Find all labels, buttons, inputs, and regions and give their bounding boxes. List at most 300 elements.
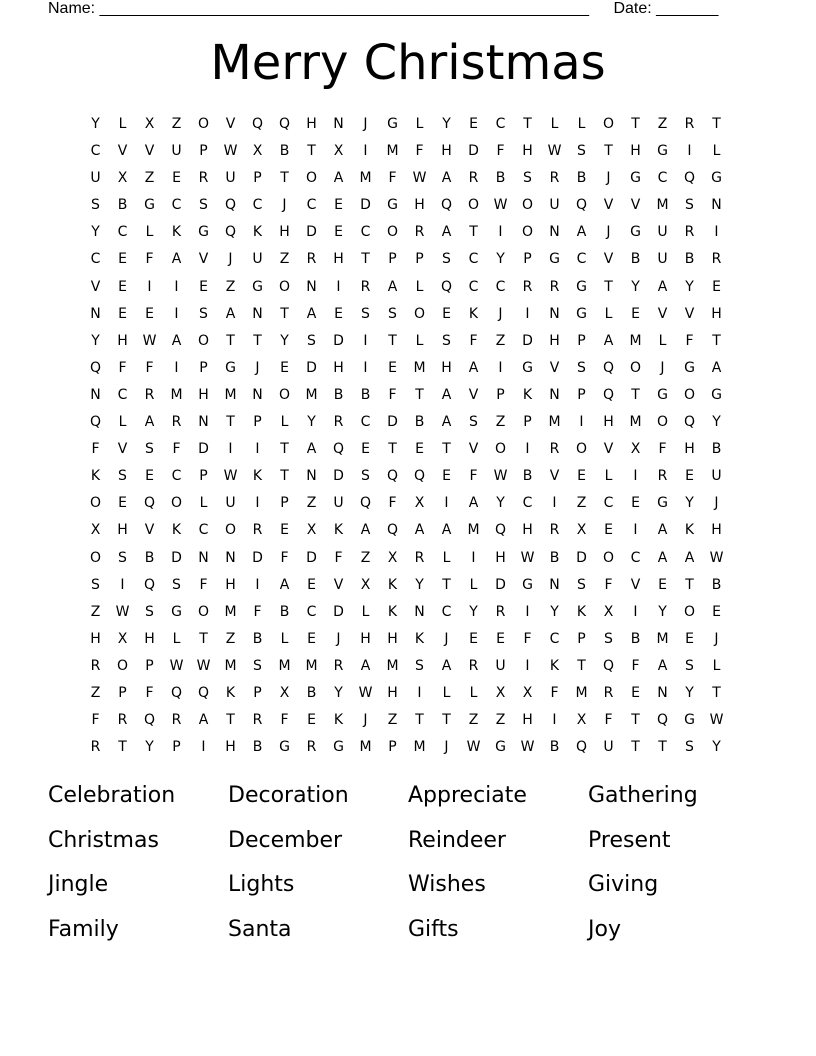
grid-letter: K bbox=[333, 522, 344, 539]
grid-letter: M bbox=[629, 414, 642, 431]
grid-letter: Y bbox=[91, 116, 100, 132]
grid-letter: A bbox=[198, 712, 209, 729]
grid-letter: D bbox=[306, 359, 317, 376]
grid-letter: Q bbox=[683, 414, 696, 431]
word-list-item: Reindeer bbox=[408, 827, 506, 853]
grid-letter: F bbox=[496, 143, 505, 160]
grid-letter: S bbox=[361, 305, 370, 322]
grid-letter: F bbox=[388, 495, 397, 512]
grid-letter: L bbox=[280, 414, 289, 431]
grid-letter: S bbox=[172, 576, 181, 593]
grid-letter: F bbox=[604, 576, 613, 593]
grid-letter: C bbox=[657, 170, 668, 187]
grid-letter: A bbox=[171, 332, 182, 349]
grid-letter: K bbox=[684, 522, 695, 539]
grid-letter: I bbox=[201, 739, 206, 756]
grid-letter: Y bbox=[712, 414, 721, 431]
grid-letter: H bbox=[441, 359, 452, 376]
grid-letter: B bbox=[549, 549, 560, 566]
grid-letter: T bbox=[631, 116, 640, 132]
grid-letter: R bbox=[414, 549, 425, 566]
grid-letter: H bbox=[522, 712, 533, 729]
grid-letter: S bbox=[685, 197, 694, 214]
word-list-item: Gifts bbox=[408, 916, 459, 942]
grid-letter: Q bbox=[386, 468, 399, 485]
grid-letter: M bbox=[575, 684, 588, 701]
grid-letter: S bbox=[91, 197, 100, 214]
grid-letter: B bbox=[306, 684, 317, 701]
grid-letter: J bbox=[282, 197, 287, 214]
grid-letter: W bbox=[520, 739, 535, 756]
grid-letter: U bbox=[225, 495, 236, 512]
grid-letter: M bbox=[629, 332, 642, 349]
grid-letter: L bbox=[550, 116, 559, 132]
word-list-item: Christmas bbox=[48, 827, 159, 853]
grid-letter: V bbox=[468, 386, 479, 403]
grid-letter: Y bbox=[685, 495, 694, 512]
grid-letter: M bbox=[278, 657, 291, 674]
grid-letter: T bbox=[307, 143, 316, 160]
grid-letter: Q bbox=[602, 657, 615, 674]
grid-letter: X bbox=[90, 522, 101, 539]
grid-letter: W bbox=[358, 684, 373, 701]
word-list-item: Decoration bbox=[228, 783, 349, 808]
grid-letter: E bbox=[604, 522, 613, 539]
grid-letter: K bbox=[387, 576, 398, 593]
grid-letter: A bbox=[657, 522, 668, 539]
grid-letter: K bbox=[252, 468, 263, 485]
grid-letter: S bbox=[307, 332, 316, 349]
grid-letter: X bbox=[333, 143, 344, 160]
grid-letter: G bbox=[630, 170, 641, 187]
grid-letter: I bbox=[552, 712, 557, 729]
grid-letter: F bbox=[631, 657, 640, 674]
grid-letter: D bbox=[198, 441, 209, 458]
grid-letter: H bbox=[414, 197, 425, 214]
grid-letter: B bbox=[360, 386, 371, 403]
grid-letter: Y bbox=[550, 603, 559, 620]
grid-letter: X bbox=[360, 576, 371, 593]
grid-letter: R bbox=[468, 657, 479, 674]
name-field-label: Name: _______________________________________________________ bbox=[48, 0, 589, 17]
grid-letter: P bbox=[577, 630, 586, 647]
grid-letter: W bbox=[709, 712, 724, 729]
grid-letter: D bbox=[360, 197, 371, 214]
grid-letter: R bbox=[711, 251, 722, 268]
grid-letter: R bbox=[306, 739, 317, 756]
grid-letter: W bbox=[493, 468, 508, 485]
grid-letter: I bbox=[336, 278, 341, 295]
grid-letter: I bbox=[633, 468, 638, 485]
grid-letter: K bbox=[522, 386, 533, 403]
grid-letter: Q bbox=[413, 468, 426, 485]
grid-letter: I bbox=[498, 359, 503, 376]
grid-letter: G bbox=[657, 495, 668, 512]
grid-letter: U bbox=[171, 143, 182, 160]
grid-letter: V bbox=[684, 305, 695, 322]
grid-letter: Y bbox=[496, 495, 505, 512]
grid-letter: B bbox=[252, 630, 263, 647]
grid-letter: P bbox=[253, 684, 262, 701]
grid-letter: V bbox=[630, 197, 641, 214]
grid-letter: E bbox=[118, 495, 127, 512]
grid-letter: S bbox=[442, 251, 451, 268]
grid-letter: Y bbox=[469, 603, 478, 620]
grid-letter: P bbox=[415, 251, 424, 268]
grid-letter: M bbox=[386, 657, 399, 674]
grid-letter: L bbox=[118, 414, 127, 431]
grid-letter: T bbox=[631, 712, 640, 729]
grid-letter: R bbox=[333, 414, 344, 431]
grid-letter: J bbox=[606, 170, 611, 187]
grid-letter: O bbox=[197, 332, 210, 349]
grid-letter: B bbox=[630, 251, 641, 268]
grid-letter: N bbox=[90, 386, 101, 403]
grid-letter: X bbox=[414, 495, 425, 512]
grid-letter: L bbox=[415, 332, 424, 349]
grid-letter: C bbox=[90, 143, 101, 160]
grid-letter: I bbox=[525, 603, 530, 620]
grid-letter: K bbox=[90, 468, 101, 485]
grid-letter: H bbox=[630, 143, 641, 160]
grid-letter: O bbox=[521, 224, 534, 241]
grid-letter: L bbox=[361, 603, 370, 620]
grid-letter: Q bbox=[656, 712, 669, 729]
grid-letter: O bbox=[305, 170, 318, 187]
grid-letter: C bbox=[306, 197, 317, 214]
grid-letter: Z bbox=[171, 116, 182, 132]
grid-letter: E bbox=[145, 305, 154, 322]
grid-letter: K bbox=[171, 522, 182, 539]
grid-letter: A bbox=[441, 657, 452, 674]
grid-letter: V bbox=[225, 116, 236, 132]
grid-letter: X bbox=[306, 522, 317, 539]
grid-letter: P bbox=[523, 414, 532, 431]
grid-letter: S bbox=[199, 305, 208, 322]
grid-letter: X bbox=[576, 522, 587, 539]
grid-letter: R bbox=[549, 170, 560, 187]
grid-letter: N bbox=[198, 549, 209, 566]
grid-letter: T bbox=[604, 143, 613, 160]
grid-letter: Z bbox=[225, 630, 236, 647]
grid-letter: H bbox=[549, 332, 560, 349]
grid-letter: V bbox=[198, 251, 209, 268]
grid-letter: T bbox=[388, 441, 397, 458]
grid-letter: O bbox=[89, 549, 102, 566]
grid-letter: Q bbox=[575, 197, 588, 214]
grid-letter: C bbox=[468, 251, 479, 268]
grid-letter: P bbox=[199, 143, 208, 160]
word-list-item: Santa bbox=[228, 916, 292, 942]
grid-letter: X bbox=[117, 630, 128, 647]
grid-letter: T bbox=[658, 739, 667, 756]
grid-letter: K bbox=[171, 224, 182, 241]
grid-letter: N bbox=[252, 386, 263, 403]
grid-letter: B bbox=[711, 576, 722, 593]
grid-letter: A bbox=[441, 386, 452, 403]
grid-letter: N bbox=[198, 414, 209, 431]
grid-letter: H bbox=[117, 332, 128, 349]
grid-letter: P bbox=[172, 739, 181, 756]
grid-letter: F bbox=[388, 386, 397, 403]
grid-letter: R bbox=[549, 522, 560, 539]
grid-letter: S bbox=[199, 197, 208, 214]
grid-letter: G bbox=[684, 712, 695, 729]
grid-letter: S bbox=[577, 143, 586, 160]
grid-letter: Y bbox=[685, 684, 694, 701]
grid-letter: F bbox=[550, 684, 559, 701]
grid-letter: C bbox=[171, 197, 182, 214]
grid-letter: H bbox=[225, 576, 236, 593]
grid-letter: A bbox=[306, 441, 317, 458]
grid-letter: X bbox=[603, 603, 614, 620]
grid-letter: Q bbox=[278, 116, 291, 132]
grid-letter: Q bbox=[89, 414, 102, 431]
grid-letter: X bbox=[630, 441, 641, 458]
grid-letter: D bbox=[333, 332, 344, 349]
grid-letter: R bbox=[171, 712, 182, 729]
grid-letter: N bbox=[549, 305, 560, 322]
grid-letter: F bbox=[253, 603, 262, 620]
grid-letter: A bbox=[144, 414, 155, 431]
grid-letter: E bbox=[631, 684, 640, 701]
grid-letter: D bbox=[333, 468, 344, 485]
grid-letter: T bbox=[685, 576, 694, 593]
grid-letter: E bbox=[442, 305, 451, 322]
grid-letter: L bbox=[415, 278, 424, 295]
grid-letter: A bbox=[468, 495, 479, 512]
grid-letter: T bbox=[280, 170, 289, 187]
grid-letter: H bbox=[306, 116, 317, 132]
grid-letter: Q bbox=[683, 170, 696, 187]
grid-letter: X bbox=[117, 170, 128, 187]
grid-letter: C bbox=[522, 495, 533, 512]
grid-letter: O bbox=[197, 116, 210, 132]
grid-letter: E bbox=[658, 576, 667, 593]
grid-letter: H bbox=[711, 522, 722, 539]
grid-letter: P bbox=[145, 657, 154, 674]
grid-letter: F bbox=[172, 441, 181, 458]
grid-letter: T bbox=[388, 332, 397, 349]
grid-letter: T bbox=[118, 739, 127, 756]
grid-letter: V bbox=[117, 441, 128, 458]
grid-letter: H bbox=[441, 143, 452, 160]
grid-letter: M bbox=[305, 386, 318, 403]
grid-letter: Z bbox=[306, 495, 317, 512]
grid-letter: R bbox=[333, 657, 344, 674]
grid-letter: C bbox=[198, 522, 209, 539]
word-list-item: Gathering bbox=[588, 783, 698, 808]
grid-letter: H bbox=[603, 414, 614, 431]
grid-letter: E bbox=[307, 712, 316, 729]
grid-letter: T bbox=[226, 712, 235, 729]
grid-letter: L bbox=[469, 684, 478, 701]
grid-letter: M bbox=[656, 630, 669, 647]
grid-letter: W bbox=[115, 603, 130, 620]
grid-letter: O bbox=[521, 197, 534, 214]
grid-letter: T bbox=[442, 712, 451, 729]
grid-letter: H bbox=[360, 630, 371, 647]
grid-letter: R bbox=[171, 414, 182, 431]
grid-letter: G bbox=[711, 386, 722, 403]
grid-letter: I bbox=[228, 441, 233, 458]
grid-letter: C bbox=[549, 630, 560, 647]
grid-letter: N bbox=[657, 684, 668, 701]
grid-letter: I bbox=[174, 359, 179, 376]
grid-letter: Z bbox=[495, 414, 506, 431]
grid-letter: A bbox=[306, 305, 317, 322]
grid-letter: N bbox=[306, 278, 317, 295]
grid-letter: P bbox=[280, 495, 289, 512]
grid-letter: H bbox=[684, 441, 695, 458]
grid-letter: E bbox=[118, 305, 127, 322]
grid-letter: Q bbox=[602, 359, 615, 376]
grid-letter: C bbox=[576, 251, 587, 268]
grid-letter: C bbox=[603, 495, 614, 512]
grid-letter: G bbox=[495, 739, 506, 756]
grid-letter: V bbox=[468, 441, 479, 458]
grid-letter: A bbox=[603, 332, 614, 349]
grid-letter: Q bbox=[332, 441, 345, 458]
grid-letter: Q bbox=[197, 684, 210, 701]
grid-letter: R bbox=[198, 170, 209, 187]
grid-letter: F bbox=[145, 251, 154, 268]
grid-letter: T bbox=[199, 630, 208, 647]
grid-letter: Y bbox=[307, 414, 316, 431]
grid-letter: R bbox=[90, 739, 101, 756]
grid-letter: F bbox=[469, 468, 478, 485]
grid-letter: C bbox=[171, 468, 182, 485]
grid-letter: Z bbox=[279, 251, 290, 268]
grid-letter: I bbox=[255, 576, 260, 593]
grid-letter: G bbox=[522, 576, 533, 593]
grid-letter: M bbox=[305, 657, 318, 674]
grid-letter: B bbox=[252, 739, 263, 756]
grid-letter: R bbox=[684, 116, 695, 132]
grid-letter: H bbox=[225, 739, 236, 756]
grid-letter: W bbox=[709, 549, 724, 566]
grid-letter: T bbox=[712, 684, 721, 701]
grid-letter: P bbox=[118, 684, 127, 701]
grid-letter: I bbox=[147, 278, 152, 295]
grid-letter: B bbox=[711, 441, 722, 458]
grid-letter: Z bbox=[225, 278, 236, 295]
grid-letter: T bbox=[415, 386, 424, 403]
grid-letter: A bbox=[657, 549, 668, 566]
word-list-item: Present bbox=[588, 827, 671, 853]
grid-letter: Z bbox=[90, 603, 101, 620]
grid-letter: T bbox=[280, 305, 289, 322]
grid-letter: S bbox=[685, 657, 694, 674]
grid-letter: X bbox=[387, 549, 398, 566]
grid-letter: Z bbox=[387, 712, 398, 729]
grid-letter: C bbox=[360, 414, 371, 431]
grid-letter: S bbox=[361, 468, 370, 485]
grid-letter: Z bbox=[495, 332, 506, 349]
grid-letter: G bbox=[657, 143, 668, 160]
grid-letter: E bbox=[469, 116, 478, 132]
grid-letter: B bbox=[495, 170, 506, 187]
grid-letter: V bbox=[657, 305, 668, 322]
grid-letter: V bbox=[549, 468, 560, 485]
grid-letter: S bbox=[145, 603, 154, 620]
grid-letter: A bbox=[333, 170, 344, 187]
grid-letter: A bbox=[468, 359, 479, 376]
grid-letter: G bbox=[576, 305, 587, 322]
grid-letter: M bbox=[467, 522, 480, 539]
grid-letter: S bbox=[523, 170, 532, 187]
grid-letter: M bbox=[359, 170, 372, 187]
word-list-item: Wishes bbox=[408, 872, 486, 897]
grid-letter: R bbox=[90, 657, 101, 674]
grid-letter: X bbox=[495, 684, 506, 701]
grid-letter: P bbox=[577, 386, 586, 403]
grid-letter: R bbox=[252, 712, 263, 729]
grid-letter: X bbox=[576, 712, 587, 729]
grid-letter: P bbox=[388, 739, 397, 756]
grid-letter: O bbox=[494, 441, 507, 458]
grid-letter: R bbox=[414, 224, 425, 241]
grid-letter: R bbox=[468, 170, 479, 187]
grid-letter: R bbox=[549, 278, 560, 295]
grid-letter: F bbox=[469, 332, 478, 349]
grid-letter: E bbox=[172, 170, 181, 187]
word-list-item: Appreciate bbox=[408, 783, 527, 808]
grid-letter: S bbox=[577, 359, 586, 376]
grid-letter: A bbox=[171, 251, 182, 268]
grid-letter: I bbox=[525, 657, 530, 674]
grid-letter: W bbox=[223, 143, 238, 160]
grid-letter: I bbox=[498, 224, 503, 241]
grid-letter: B bbox=[117, 197, 128, 214]
grid-letter: A bbox=[657, 657, 668, 674]
grid-letter: I bbox=[633, 603, 638, 620]
grid-letter: F bbox=[658, 441, 667, 458]
grid-letter: O bbox=[170, 495, 183, 512]
grid-letter: I bbox=[525, 305, 530, 322]
grid-letter: U bbox=[90, 170, 101, 187]
grid-letter: T bbox=[712, 116, 721, 132]
grid-letter: Q bbox=[170, 684, 183, 701]
grid-letter: X bbox=[279, 684, 290, 701]
grid-letter: D bbox=[387, 414, 398, 431]
grid-letter: D bbox=[306, 549, 317, 566]
grid-letter: F bbox=[280, 712, 289, 729]
grid-letter: L bbox=[604, 305, 613, 322]
grid-letter: P bbox=[577, 332, 586, 349]
grid-letter: Q bbox=[251, 116, 264, 132]
grid-letter: L bbox=[415, 116, 424, 132]
word-list-item: Joy bbox=[588, 916, 621, 942]
grid-letter: X bbox=[522, 684, 533, 701]
grid-letter: H bbox=[711, 305, 722, 322]
grid-letter: V bbox=[603, 197, 614, 214]
grid-letter: Q bbox=[440, 278, 453, 295]
grid-letter: J bbox=[336, 630, 341, 647]
grid-letter: K bbox=[387, 603, 398, 620]
grid-letter: N bbox=[549, 576, 560, 593]
grid-letter: H bbox=[495, 549, 506, 566]
grid-letter: S bbox=[388, 305, 397, 322]
grid-letter: M bbox=[413, 739, 426, 756]
grid-letter: B bbox=[549, 739, 560, 756]
grid-letter: A bbox=[360, 522, 371, 539]
grid-letter: V bbox=[117, 143, 128, 160]
grid-letter: L bbox=[712, 143, 721, 160]
grid-letter: G bbox=[333, 739, 344, 756]
grid-letter: Q bbox=[440, 197, 453, 214]
word-list bbox=[48, 779, 768, 957]
